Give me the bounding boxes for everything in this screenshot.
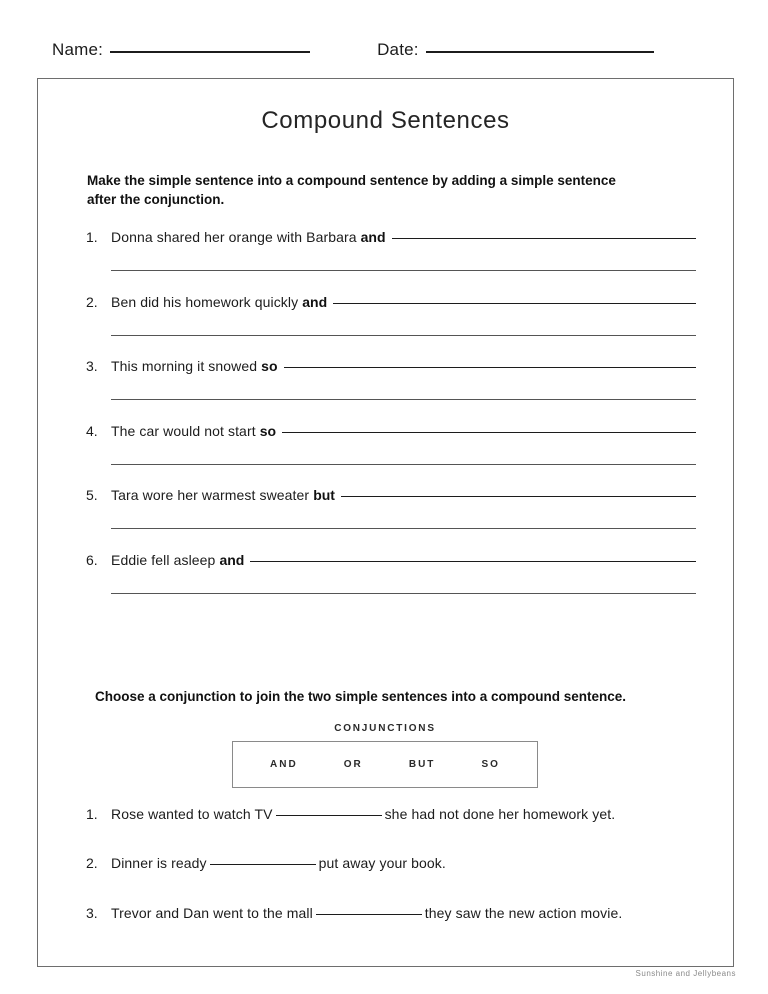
item-body: [111, 804, 696, 824]
wordbank-word-or[interactable]: OR: [343, 759, 363, 770]
item-sentence: This morning it snowed: [111, 358, 258, 374]
item-sentence: Ben did his homework quickly: [111, 293, 299, 310]
exercise-item: [86, 229, 696, 271]
exercise-item: [86, 487, 696, 529]
answer-blank[interactable]: [210, 864, 316, 865]
item-number: 3.: [86, 358, 98, 374]
answer-line-1[interactable]: [250, 561, 696, 562]
answer-blank[interactable]: [276, 815, 382, 816]
item-number: 6.: [86, 551, 98, 568]
section-one-instructions: Make the simple sentence into a compound sentence by adding a simple sentence after the conjunction.: [87, 173, 616, 208]
answer-line-1[interactable]: [282, 432, 696, 433]
exercise-item: [86, 294, 696, 336]
conjunctions-wordbank: [232, 723, 538, 788]
item-number: 2.: [86, 293, 98, 310]
section-two-items: [86, 804, 696, 952]
date-write-line[interactable]: [426, 51, 654, 53]
answer-line-1[interactable]: [341, 496, 696, 497]
item-sentence: Donna shared her orange with Barbara: [111, 229, 357, 245]
item-conjunction: so: [261, 358, 278, 374]
date-label: Date:: [377, 40, 419, 59]
item-conjunction: so: [259, 422, 277, 439]
item-number: 4.: [86, 422, 98, 439]
sentence-after-blank: put away your book.: [318, 855, 446, 872]
name-label: Name:: [52, 40, 104, 59]
exercise-item: [86, 552, 696, 594]
wordbank-word-but[interactable]: BUT: [408, 759, 436, 770]
wordbank-word-so[interactable]: SO: [481, 759, 500, 770]
item-conjunction: and: [360, 229, 386, 245]
fill-blank-item: [86, 804, 696, 824]
answer-line-2[interactable]: [111, 593, 696, 594]
item-sentence: Eddie fell asleep: [111, 551, 216, 568]
worksheet-page: [37, 78, 734, 967]
answer-line-1[interactable]: [284, 367, 697, 368]
sentence-after-blank: they saw the new action movie.: [424, 904, 623, 921]
answer-line-2[interactable]: [111, 399, 696, 400]
wordbank-box: [232, 741, 538, 788]
item-number: 5.: [86, 487, 98, 503]
item-body: [111, 903, 696, 923]
item-conjunction: and: [302, 293, 328, 310]
footer-credit: Sunshine and Jellybeans: [635, 969, 736, 978]
item-body: [111, 853, 696, 873]
name-field[interactable]: [52, 40, 310, 60]
sentence-after-blank: she had not done her homework yet.: [384, 806, 616, 822]
item-number: 1.: [86, 229, 98, 245]
sentence-before-blank: Trevor and Dan went to the mall: [111, 904, 313, 921]
exercise-item: [86, 423, 696, 465]
section-two-instructions: Choose a conjunction to join the two simple sentences into a compound sentence.: [95, 689, 627, 704]
exercise-item: [86, 358, 696, 400]
worksheet-header: [0, 40, 768, 72]
item-number: 2.: [86, 855, 98, 872]
item-conjunction: but: [313, 487, 335, 503]
item-sentence: Tara wore her warmest sweater: [111, 487, 310, 503]
answer-line-2[interactable]: [111, 270, 696, 271]
sentence-before-blank: Rose wanted to watch TV: [111, 806, 273, 822]
item-sentence: The car would not start: [111, 422, 256, 439]
answer-line-1[interactable]: [333, 303, 696, 304]
answer-line-2[interactable]: [111, 528, 696, 529]
name-write-line[interactable]: [110, 51, 310, 53]
wordbank-caption: CONJUNCTIONS: [334, 723, 436, 734]
sentence-before-blank: Dinner is ready: [111, 855, 207, 872]
answer-line-2[interactable]: [111, 335, 696, 336]
wordbank-word-and[interactable]: AND: [270, 759, 298, 770]
item-number: 3.: [86, 904, 98, 921]
item-number: 1.: [86, 806, 98, 822]
page-title: Compound Sentences: [261, 107, 510, 134]
answer-line-2[interactable]: [111, 464, 696, 465]
answer-line-1[interactable]: [392, 238, 696, 239]
item-conjunction: and: [219, 551, 245, 568]
fill-blank-item: [86, 853, 696, 873]
answer-blank[interactable]: [316, 914, 422, 915]
fill-blank-item: [86, 903, 696, 923]
date-field[interactable]: [377, 40, 654, 60]
section-one-items: [86, 229, 696, 616]
